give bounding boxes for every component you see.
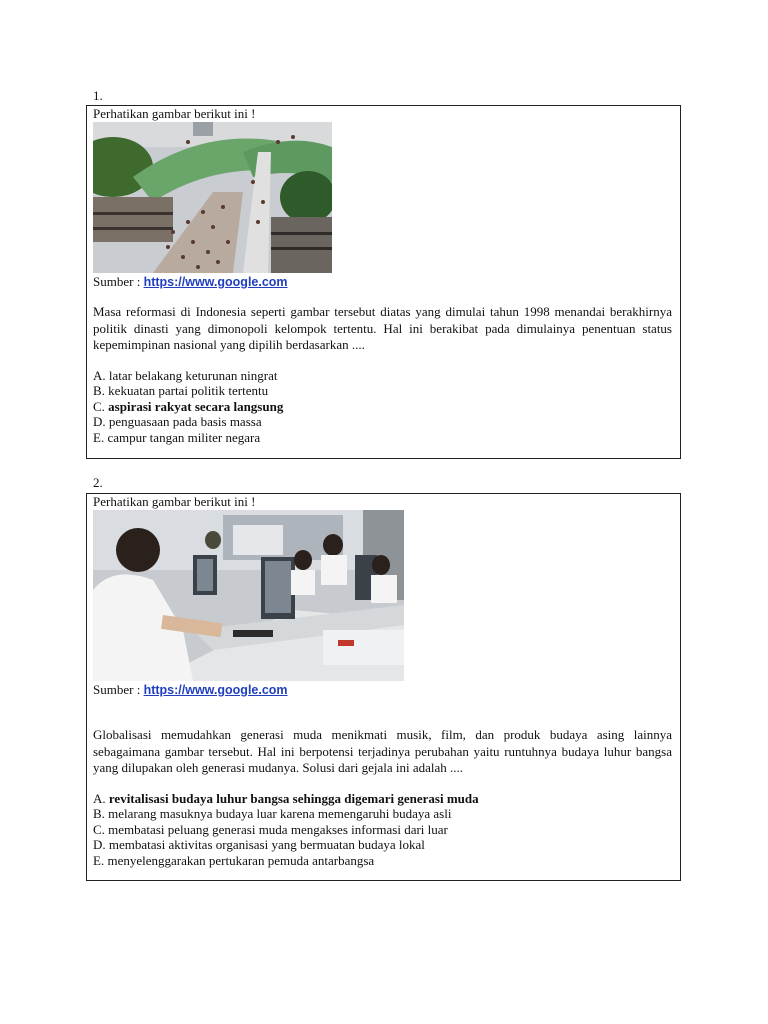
source-link[interactable]: https://www.google.com	[143, 683, 288, 697]
question-2-options	[93, 791, 672, 869]
question-1-paragraph: Masa reformasi di Indonesia seperti gambar tersebut diatas yang dimulai tahun 1998 menandai berakhirnya politik dinasti yang dimonopoli kelompok tertentu. Hal ini berakibat pada dimulainya penentuan status kepemimpinan nasional yang dipilih berdasarkan ....	[93, 304, 672, 352]
question-2-box	[86, 493, 681, 881]
option-b[interactable]: B. melarang masuknya budaya luar karena memengaruhi budaya asli	[93, 806, 452, 822]
option-c[interactable]: C. membatasi peluang generasi muda mengakses informasi dari luar	[93, 821, 448, 837]
question-2-instruction: Perhatikan gambar berikut ini !	[93, 494, 256, 509]
option-c[interactable]: C. aspirasi rakyat secara langsung	[93, 398, 284, 414]
source-label: Sumber :	[93, 274, 141, 289]
option-d[interactable]: D. membatasi aktivitas organisasi yang bermuatan budaya lokal	[93, 837, 425, 853]
question-1-instruction: Perhatikan gambar berikut ini !	[93, 106, 256, 121]
question-1-number: 1.	[93, 88, 103, 103]
crowd-on-parliament-building-photo	[93, 122, 332, 273]
question-1-box	[86, 105, 681, 459]
option-a[interactable]: A. latar belakang keturunan ningrat	[93, 367, 278, 383]
option-e[interactable]: E. menyelenggarakan pertukaran pemuda antarbangsa	[93, 852, 375, 868]
source-link[interactable]: https://www.google.com	[143, 275, 288, 289]
question-2-number: 2.	[93, 475, 103, 490]
question-1-source	[93, 274, 672, 290]
option-d[interactable]: D. penguasaan pada basis massa	[93, 414, 262, 430]
computer-lab-students-photo	[93, 510, 404, 681]
question-2-paragraph: Globalisasi memudahkan generasi muda menikmati musik, film, dan produk budaya asing lainnya sebagaimana gambar tersebut. Hal ini berpotensi terjadinya perubahan yaitu runtuhnya budaya luhur bangsa yang dilupakan oleh generasi mudanya. Solusi dari gejala ini adalah ....	[93, 727, 672, 775]
source-label: Sumber :	[93, 682, 141, 697]
question-2-source	[93, 682, 672, 698]
option-b[interactable]: B. kekuatan partai politik tertentu	[93, 383, 269, 399]
question-1-options	[93, 368, 672, 446]
option-a[interactable]: A. revitalisasi budaya luhur bangsa sehingga digemari generasi muda	[93, 790, 479, 806]
option-e[interactable]: E. campur tangan militer negara	[93, 429, 261, 445]
